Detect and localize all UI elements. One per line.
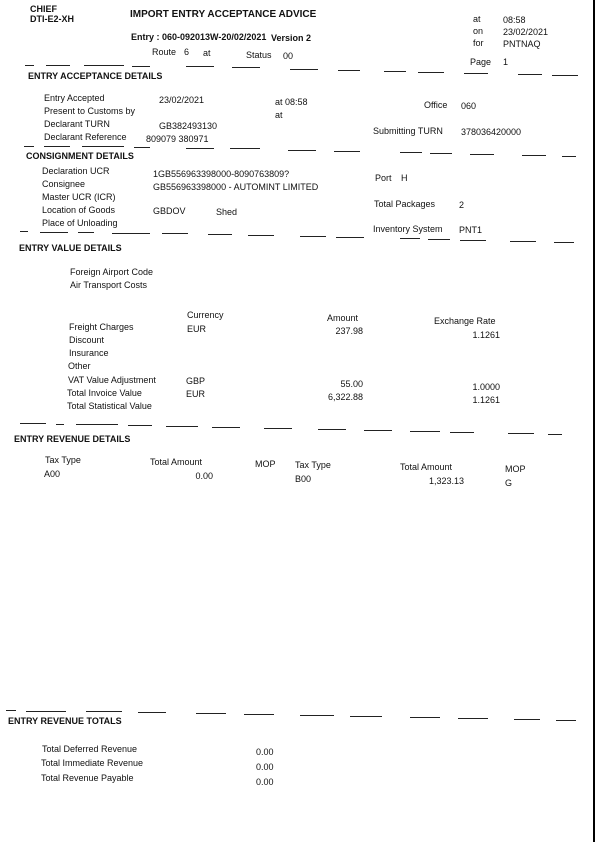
revenue-amount: 0.00 xyxy=(195,471,213,481)
section-heading-acceptance: ENTRY ACCEPTANCE DETAILS xyxy=(28,71,163,81)
declaration-ucr-value: 1GB556963398000-8090763809? xyxy=(153,169,290,179)
value-row-label: Total Statistical Value xyxy=(67,401,152,411)
page-title: IMPORT ENTRY ACCEPTANCE ADVICE xyxy=(130,9,317,20)
status-label: Status xyxy=(246,50,272,60)
page-number-value: 1 xyxy=(503,57,509,67)
document-code: DTI-E2-XH xyxy=(30,14,75,24)
value-row-label: Other xyxy=(68,361,91,371)
entry-reference: Entry : 060-092013W-20/02/2021 xyxy=(131,32,267,42)
air-transport-costs-label: Air Transport Costs xyxy=(70,280,148,290)
total-packages-label: Total Packages xyxy=(374,199,436,209)
value-row-currency: EUR xyxy=(186,389,206,399)
location-shed-label: Shed xyxy=(216,207,238,217)
revenue-mop: G xyxy=(505,478,513,488)
consignee-value: GB556963398000 - AUTOMINT LIMITED xyxy=(153,182,319,192)
present-at-label: at xyxy=(275,110,283,120)
inventory-system-label: Inventory System xyxy=(373,224,443,234)
value-row-rate: 1.1261 xyxy=(472,330,500,340)
section-heading-consignment: CONSIGNMENT DETAILS xyxy=(26,151,134,161)
declaration-ucr-label: Declaration UCR xyxy=(42,166,110,176)
port-label: Port xyxy=(375,173,392,183)
value-row-amount: 55.00 xyxy=(340,379,363,389)
column-header-tax-type: Tax Type xyxy=(45,455,81,465)
value-row-rate: 1.0000 xyxy=(472,382,500,392)
system-name: CHIEF xyxy=(30,4,57,14)
time-label: at xyxy=(473,14,481,24)
foreign-airport-code-label: Foreign Airport Code xyxy=(70,267,154,277)
value-row-label: Total Invoice Value xyxy=(67,388,142,398)
section-heading-revenue-totals: ENTRY REVENUE TOTALS xyxy=(8,716,122,726)
declarant-turn-label: Declarant TURN xyxy=(44,119,110,129)
location-of-goods-label: Location of Goods xyxy=(42,205,116,215)
office-value: 060 xyxy=(461,101,477,111)
for-value: PNTNAQ xyxy=(503,39,541,49)
value-row-currency: GBP xyxy=(186,376,206,386)
revenue-total-value: 0.00 xyxy=(256,762,274,772)
office-label: Office xyxy=(424,100,448,110)
revenue-tax-type: A00 xyxy=(44,469,61,479)
column-header-total-amount: Total Amount xyxy=(400,462,453,472)
submitting-turn-label: Submitting TURN xyxy=(373,126,443,136)
for-label: for xyxy=(473,38,484,48)
revenue-tax-type: B00 xyxy=(295,474,312,484)
revenue-total-value: 0.00 xyxy=(256,747,274,757)
column-header-mop: MOP xyxy=(255,459,276,469)
route-value: 6 xyxy=(184,47,190,57)
column-header-currency: Currency xyxy=(187,310,224,320)
revenue-total-label: Total Revenue Payable xyxy=(41,773,134,783)
column-header-total-amount: Total Amount xyxy=(150,457,203,467)
revenue-amount: 1,323.13 xyxy=(428,476,464,486)
location-of-goods-code: GBDOV xyxy=(153,206,186,216)
column-header-amount: Amount xyxy=(327,313,359,323)
consignee-label: Consignee xyxy=(42,179,86,189)
time-value: 08:58 xyxy=(503,15,526,25)
entry-accepted-time: at 08:58 xyxy=(275,97,308,107)
value-row-amount: 6,322.88 xyxy=(327,392,363,402)
page-number-label: Page xyxy=(470,57,492,67)
declarant-turn-value: GB382493130 xyxy=(159,121,218,131)
version-label: Version 2 xyxy=(271,33,312,43)
column-header-tax-type: Tax Type xyxy=(295,460,331,470)
inventory-system-value: PNT1 xyxy=(459,225,483,235)
column-header-exchange-rate: Exchange Rate xyxy=(434,316,496,326)
section-heading-revenue: ENTRY REVENUE DETAILS xyxy=(14,434,131,444)
submitting-turn-value: 378036420000 xyxy=(461,127,522,137)
column-header-mop: MOP xyxy=(505,464,526,474)
status-value: 00 xyxy=(283,51,294,61)
value-row-amount: 237.98 xyxy=(335,326,363,336)
revenue-total-value: 0.00 xyxy=(256,777,274,787)
entry-accepted-value: 23/02/2021 xyxy=(159,95,205,105)
section-heading-value: ENTRY VALUE DETAILS xyxy=(19,243,122,253)
value-row-rate: 1.1261 xyxy=(472,395,500,405)
declarant-reference-value: 809079 380971 xyxy=(146,134,209,144)
master-ucr-label: Master UCR (ICR) xyxy=(42,192,116,202)
date-label: on xyxy=(473,26,484,36)
total-packages-value: 2 xyxy=(459,200,465,210)
place-of-unloading-label: Place of Unloading xyxy=(42,218,118,228)
date-value: 23/02/2021 xyxy=(503,27,549,37)
route-at-label: at xyxy=(203,48,211,58)
value-row-currency: EUR xyxy=(187,324,207,334)
port-value: H xyxy=(401,173,408,183)
declarant-reference-label: Declarant Reference xyxy=(44,132,127,142)
revenue-total-label: Total Deferred Revenue xyxy=(42,744,138,754)
entry-accepted-label: Entry Accepted xyxy=(44,93,105,103)
present-to-customs-label: Present to Customs by xyxy=(44,106,136,116)
value-row-label: VAT Value Adjustment xyxy=(68,375,156,385)
value-row-label: Freight Charges xyxy=(69,322,134,332)
revenue-total-label: Total Immediate Revenue xyxy=(41,758,144,768)
value-row-label: Insurance xyxy=(69,348,109,358)
value-row-label: Discount xyxy=(69,335,105,345)
route-label: Route xyxy=(152,47,177,57)
